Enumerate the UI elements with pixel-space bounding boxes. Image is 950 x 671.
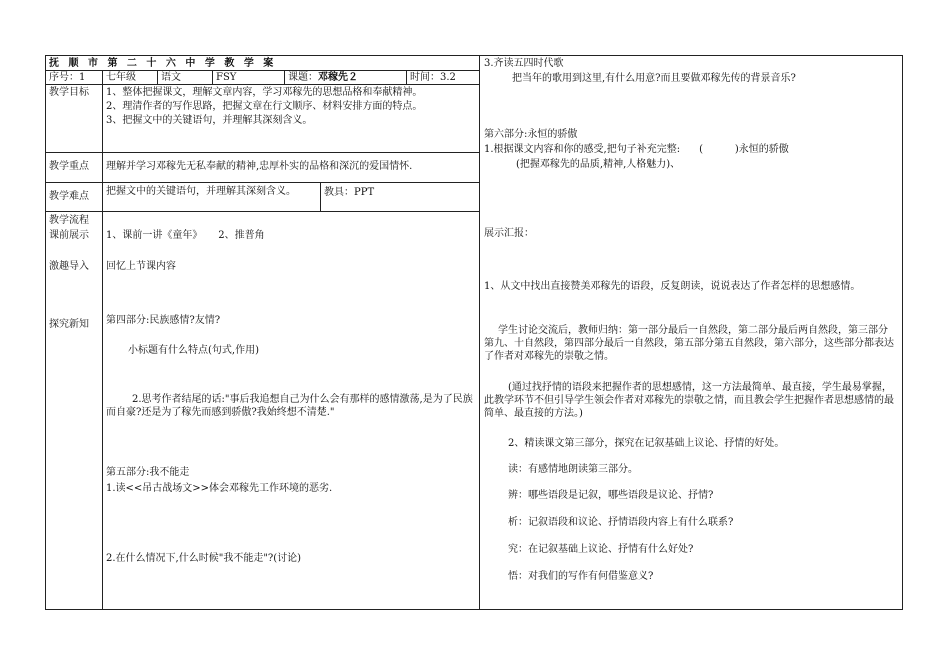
row-divider xyxy=(45,84,479,85)
part3-question: 把当年的歌用到这里,有什么用意?而且要做邓稼先传的背景音乐? xyxy=(512,73,796,84)
label-column-divider xyxy=(102,70,103,610)
goal-item: 2、理清作者的写作思路，把握文章在行文顺序、材料安排方面的特点。 xyxy=(106,101,423,112)
step-judge: 辨：哪些语段是记叙，哪些语段是议论、抒情? xyxy=(508,490,714,501)
key-text: 理解并学习邓稼先无私奉献的精神,忠厚朴实的品格和深沉的爱国情怀. xyxy=(106,161,413,172)
row-divider xyxy=(45,211,479,212)
question-2: 2、精读课文第三部分，探究在记叙基础上议论、抒情的好处。 xyxy=(508,438,785,449)
pre-show-label: 课前展示 xyxy=(49,230,89,241)
serial-number: 序号：1 xyxy=(49,72,86,83)
stimulate-text: 回忆上节课内容 xyxy=(106,261,176,272)
part5-question-2: 2.在什么情况下,什么时候"我不能走"?(讨论) xyxy=(106,553,302,564)
teaching-tools: 教具：PPT xyxy=(324,187,375,198)
part6-question: 1.根据课文内容和你的感受,把句子补充完整: ( )永恒的骄傲 xyxy=(484,144,789,155)
flow-label: 教学流程 xyxy=(49,215,89,226)
cell-divider xyxy=(157,70,158,84)
part4-title: 第四部分:民族感情?友情? xyxy=(106,315,221,326)
topic-value: 邓稼先２ xyxy=(318,72,358,83)
difficult-text: 把握文中的关键语句，并理解其深刻含义。 xyxy=(106,186,296,197)
subject: 语文 xyxy=(161,72,181,83)
row-divider xyxy=(45,182,479,183)
step-research: 究：在记叙基础上议论、抒情有什么好处? xyxy=(508,544,694,555)
part5-title: 第五部分:我不能走 xyxy=(106,467,190,478)
part6-title: 第六部分:永恒的骄傲 xyxy=(484,129,578,140)
difficult-label: 教学难点 xyxy=(49,191,89,202)
column-divider xyxy=(479,55,480,610)
part3-title: 3.齐读五四时代歌 xyxy=(484,58,564,69)
goal-item: 1、整体把握课文，理解文章内容，学习邓稼先的思想品格和奉献精神。 xyxy=(106,87,423,98)
topic xyxy=(288,71,358,84)
part4-question: 小标题有什么特点(句式,作用) xyxy=(128,345,259,356)
teacher: FSY xyxy=(216,72,237,83)
question-1-answer: 学生讨论交流后，教师归纳：第一部分最后一自然段，第二部分最后两自然段，第三部分第九、十自然段，第四部分最后一自然段，第五部分第五自然段，第六部分，这些部分都表达了作者对邓稼先的崇敬之情。 xyxy=(484,325,894,362)
lesson-time: 时间：3.2 xyxy=(410,72,456,83)
cell-divider xyxy=(212,70,213,84)
question-1-note: (通过找抒情的语段来把握作者的思想感情，这一方法最简单、最直接，学生最易掌握，此教学环节不但引导学生领会作者对邓稼先的崇敬之情，而且教会学生把握作者思想感情的最简单、最直接的方法。) xyxy=(484,382,894,419)
question-1: 1、从文中找出直接赞美邓稼先的语段，反复朗读，说说表达了作者怎样的思想感情。 xyxy=(484,281,861,292)
show-report-label: 展示汇报： xyxy=(484,228,534,239)
part6-note: (把握邓稼先的品质,精神,人格魅力)、 xyxy=(516,159,681,170)
step-read: 读：有感情地朗读第三部分。 xyxy=(508,464,638,475)
stimulate-label: 激趣导入 xyxy=(49,261,89,272)
part4-question-2: 2.思考作者结尾的话:"事后我追想自己为什么会有那样的感情激荡,是为了民族而自豪?还是为了稼先而感到骄傲?我始终想不清楚." xyxy=(106,394,473,418)
goal-item: 3、把握文中的关键语句，并理解其深刻含义。 xyxy=(106,115,313,126)
part5-question-1: 1.读<<吊古战场文>>体会邓稼先工作环境的恶劣. xyxy=(106,483,333,494)
step-realize: 悟：对我们的写作有何借鉴意义? xyxy=(508,571,654,582)
cell-divider xyxy=(406,70,407,84)
step-analyze: 析：记叙语段和议论、抒情语段内容上有什么联系? xyxy=(508,517,734,528)
key-label: 教学重点 xyxy=(49,161,89,172)
explore-label: 探究新知 xyxy=(49,319,89,330)
page-title: 抚 顺 市 第 二 十 六 中 学 教 学 案 xyxy=(49,58,277,69)
cell-divider xyxy=(284,70,285,84)
goals-label: 教学目标 xyxy=(49,87,89,98)
row-divider xyxy=(45,152,479,153)
grade: 七年级 xyxy=(106,72,136,83)
topic-label: 课题： xyxy=(288,72,318,83)
pre-show-text: 1、课前一讲《童年》 2、推普角 xyxy=(106,230,265,241)
cell-divider xyxy=(320,182,321,211)
